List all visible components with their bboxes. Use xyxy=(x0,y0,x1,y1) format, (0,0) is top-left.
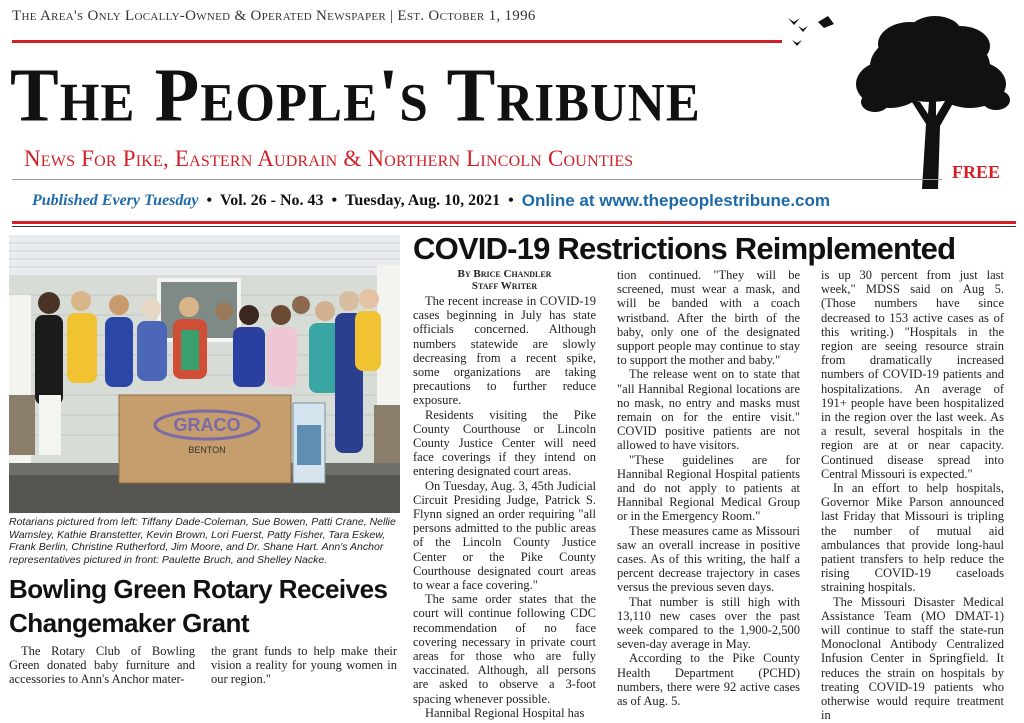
bullet-separator: • xyxy=(331,192,338,209)
issue-date: Tuesday, Aug. 10, 2021 xyxy=(345,192,501,209)
covid-text-col-3 xyxy=(821,268,1004,723)
bullet-separator: • xyxy=(206,192,213,209)
covid-text-col-2 xyxy=(617,268,800,708)
paragraph: Residents visiting the Pike County Courthouse or Lincoln County Justice Center will need face coverings if they intend on entering designated court areas. xyxy=(413,407,596,479)
header-red-rule xyxy=(12,221,1016,224)
photo-caption: Rotarians pictured from left: Tiffany Dade-Coleman, Sue Bowen, Patti Crane, Nellie Wamsley, Kathie Branstetter, Kevin Brown, Lori Fuerst, Patty Fisher, Tara Eskew, Frank Berlin, Christine Rutherford, Jim Moore, and Dr. Shane Hart. Ann's Anchor representatives pictured in front: Paulette Bruch, and Shelley Nacke. xyxy=(9,516,396,566)
rotary-group-photo xyxy=(9,235,400,513)
graco-box-model: BENTON xyxy=(188,445,226,455)
paragraph: The Missouri Disaster Medical Assistance Team (MO DMAT-1) will continue to staff the state-run Monoclonal Antibody Centralized Infusion Center in Springfield. It reduces the strain on hospitals by treating COVID-19 patients who otherwise would require treatment in xyxy=(821,594,1004,723)
paragraph: tion continued. "They will be screened, must wear a mask, and will be banded with a coach wristband. After the birth of the baby, only one of the designated support people may continue to stay to support the mother and baby." xyxy=(617,268,800,368)
covid-headline: COVID-19 Restrictions Reimplemented xyxy=(413,231,956,266)
paragraph: On Tuesday, Aug. 3, 45th Judicial Circuit Presiding Judge, Patrick S. Flynn signed an order requiring "all persons admitted to the public areas of the Lincoln County Justice Center or the Pike County Courthouse designated court areas to wear a face covering." xyxy=(413,478,596,593)
website-link[interactable]: Online at www.thepeoplestribune.com xyxy=(521,191,831,210)
coverage-subhead: News For Pike, Eastern Audrain & Northern Lincoln Counties xyxy=(24,146,634,171)
paragraph: These measures came as Missouri saw an overall increase in positive cases. As of this writing, the half a percent decrease trajectory in cases versus the previous seven days. xyxy=(617,523,800,595)
paragraph: The release went on to state that "all Hannibal Regional locations are no mask, no entry and masks must remain on for the entire visit." COVID positive patients are not allowed to have visitors. xyxy=(617,367,800,453)
newspaper-title: The People's Tribune xyxy=(10,52,701,138)
byline: By Brice Chandler xyxy=(457,268,552,280)
paragraph: The same order states that the court will continue following CDC recommendation of no face covering necessary in private court areas for those who are fully vaccinated. Although, all persons are asked to observe a 3-foot spacing whenever possible. xyxy=(413,592,596,706)
volume-number: Vol. 26 - No. 43 xyxy=(220,192,324,209)
paragraph: The recent increase in COVID-19 cases beginning in July has state officials concerned. Although numbers statewide are slowly decreasing from a recent spike, some organizations are taking precautions to further reduce exposure. xyxy=(413,294,596,408)
rotary-text-col-1: The Rotary Club of Bowling Green donated baby furniture and accessories to Ann's Anchor mater- xyxy=(9,644,195,686)
issue-info-bar xyxy=(32,188,1012,214)
header-divider xyxy=(12,179,942,180)
byline-role: Staff Writer xyxy=(471,280,538,292)
rotary-text-col-2: the grant funds to help make their vision a reality for young women in our region." xyxy=(211,644,397,686)
free-label: FREE xyxy=(952,162,1001,182)
paragraph: is up 30 percent from just last week," MDSS said on Aug 5. (Those numbers have since decreased to 153 active cases as of this writing.) "Hospitals in the region are seeing resource strain from dramatically increased numbers of COVID-19 patients and hospitalizations. An average of 191+ people have been hospitalized in the region over the last week. As a result, several hospitals in the region are at or near capacity. Continued disease spread into Central Missouri is expected." xyxy=(821,268,1004,481)
paragraph: That number is still high with 13,110 new cases over the past week compared to the 1,900-2,500 seven-day average in May. xyxy=(617,594,800,652)
graco-box-label: GRACO xyxy=(173,415,241,435)
covid-text-col-1 xyxy=(413,268,596,720)
bullet-separator: • xyxy=(508,192,514,209)
header-black-rule xyxy=(12,226,1016,227)
paragraph: Hannibal Regional Hospital has xyxy=(425,705,585,720)
publication-schedule: Published Every Tuesday xyxy=(32,192,199,209)
masthead-tagline: The Area's Only Locally-Owned & Operated Newspaper | Est. October 1, 1996 xyxy=(12,8,536,24)
paragraph: "These guidelines are for Hannibal Regional Hospital patients and do not apply to patients at Hannibal Regional Medical Group or in the Emergency Room." xyxy=(617,452,800,524)
paragraph: According to the Pike County Health Department (PCHD) numbers, there were 92 active cases as of Aug. 5. xyxy=(617,651,800,709)
rotary-headline: Bowling Green Rotary Receives Changemaker Grant xyxy=(9,574,388,638)
paragraph: In an effort to help hospitals, Governor Mike Parson announced last Friday that Missouri is tripling the number of mutual aid ambulances that provide long-haul patient transfers to help reduce the rising COVID-19 caseloads straining hospitals. xyxy=(821,481,1004,595)
